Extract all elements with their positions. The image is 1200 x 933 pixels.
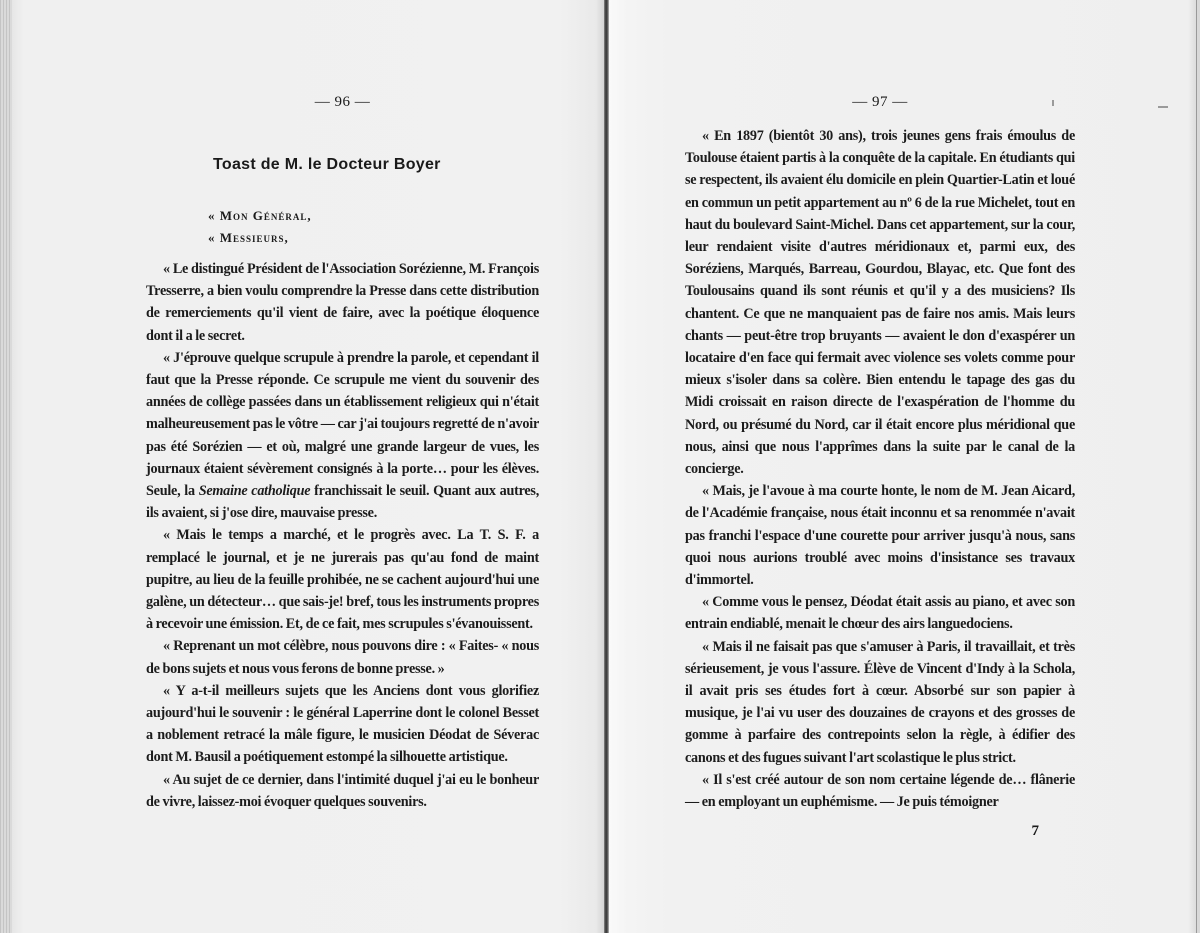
paragraph: « Le distingué Président de l'Association Sorézienne, M. François Tresserre, a bien voulu comprendre la Presse dans cette distribution de remerciements qu'il vient de faire, avec la poétique éloquence dont il a le secret. bbox=[146, 261, 539, 344]
paragraph-text: franchissait le seuil. Quant aux autres, ils avaient, si j'ose dire, mauvaise presse. bbox=[146, 483, 539, 522]
paragraph: « Il s'est créé autour de son nom certaine légende de… flânerie — en employant un euphémisme. — Je puis témoigner bbox=[685, 771, 1075, 811]
paragraph: « Mais il ne faisait pas que s'amuser à Paris, il travaillait, et très sérieusement, je vous l'assure. Élève de Vincent d'Indy à la Schola, il avait pris ses études fort à cœur. Absorbé sur son papier à musique, je l'ai vu user des douzaines de crayons et des grosses de gomme à parfaire des contrepoints selon la règle, à édifier des canons et des fugues suivant l'art scolastique le plus strict. bbox=[685, 638, 1075, 766]
left-page-column bbox=[146, 92, 539, 813]
salutation-line: « Mon Général, bbox=[208, 208, 312, 223]
paragraph: « Y a-t-il meilleurs sujets que les Anciens dont vous glorifiez aujourd'hui le souvenir : le général Laperrine dont le colonel Besset a noblement retracé la mâle figure, le musicien Déodat de Séverac dont M. Bausil a poétiquement estompé la silhouette artistique. bbox=[146, 682, 539, 766]
paragraph: « En 1897 (bientôt 30 ans), trois jeunes gens frais émoulus de Toulouse étaient partis à la conquête de la capitale. En étudiants qui se respectent, ils avaient élu domicile en plein Quartier-Latin et loué en commun un petit appartement au nº 6 de la rue Michelet, tout en haut du boulevard Saint-Michel. Dans cet appartement, sur la cour, leur rendaient visite d'autres méridionaux et, parmi eux, des Soréziens, Marqués, Barreau, Gourdou, Blayac, etc. Que font des Toulousains quand ils sont réunis et qu'il y a des musiciens? Ils chantent. Ce que ne manquaient pas de faire nos amis. Mais leurs chants — peut-être trop bruyants — avaient le don d'exaspérer un locataire d'en face qui fermait avec violence ses volets comme pour mieux s'isoler dans sa colère. Bien entendu le tapage des gas du Midi croissait en raison directe de l'exaspération de l'homme du Nord, ou présumé du Nord, car il était encore plus méridional que nous, ainsi que nous l'apprîmes dans la suite par le canal de la concierge. bbox=[685, 128, 1075, 478]
section-title: Toast de M. le Docteur Boyer bbox=[213, 156, 441, 173]
scan-speck bbox=[1052, 100, 1054, 106]
periodical-title: Semaine catholique bbox=[198, 483, 311, 500]
paragraph: « Reprenant un mot célèbre, nous pouvons dire : « Faites- « nous de bons sujets et nous vous ferons de bonne presse. » bbox=[146, 638, 539, 677]
left-page-body bbox=[146, 258, 539, 813]
scan-speck bbox=[1158, 106, 1168, 108]
page-edge bbox=[1196, 0, 1197, 933]
paragraph: « Au sujet de ce dernier, dans l'intimité duquel j'ai eu le bonheur de vivre, laissez-moi évoquer quelques souvenirs. bbox=[146, 771, 539, 810]
page-stack-edge bbox=[0, 0, 12, 933]
printer-signature-mark: 7 bbox=[1031, 823, 1039, 840]
paragraph-text: « J'éprouve quelque scrupule à prendre la parole, et cependant il faut que la Presse réponde. Ce scrupule me vient du souvenir des années de collège passées dans un établissement religieux qui n'était malheureusement pas le vôtre — car j'ai toujours regretté de n'avoir pas été Sorézien — et où, malgré une grande largeur de vues, les journaux étaient sévèrement consignés à la porte… pour les élèves. Seule, la bbox=[146, 349, 539, 500]
right-page-column bbox=[685, 92, 1075, 841]
book-gutter bbox=[604, 0, 609, 933]
right-page-body bbox=[685, 125, 1075, 813]
salutation-line: « Messieurs, bbox=[208, 230, 289, 245]
paragraph bbox=[146, 347, 539, 525]
page-number-right: — 97 — bbox=[852, 94, 908, 110]
paragraph: « Comme vous le pensez, Déodat était assis au piano, et avec son entrain endiablé, menait le chœur des airs languedociens. bbox=[685, 594, 1075, 633]
paragraph: « Mais le temps a marché, et le progrès avec. La T. S. F. a remplacé le journal, et je ne jurerais pas qu'au fond de maint pupitre, au lieu de la feuille prohibée, ne se cachent aujourd'hui une galène, un détecteur… que sais-je! bref, tous les instruments propres à recevoir une émission. Et, de ce fait, mes scrupules s'évanouissent. bbox=[146, 527, 539, 633]
page-number-left: — 96 — bbox=[314, 94, 371, 110]
paragraph: « Mais, je l'avoue à ma courte honte, le nom de M. Jean Aicard, de l'Académie française, nous était inconnu et sa renommée n'avait pas franchi l'espace d'une courette pour arriver jusqu'à nous, sans quoi nous aurions troublé avec moins d'insistance ses travaux d'immortel. bbox=[685, 483, 1075, 589]
